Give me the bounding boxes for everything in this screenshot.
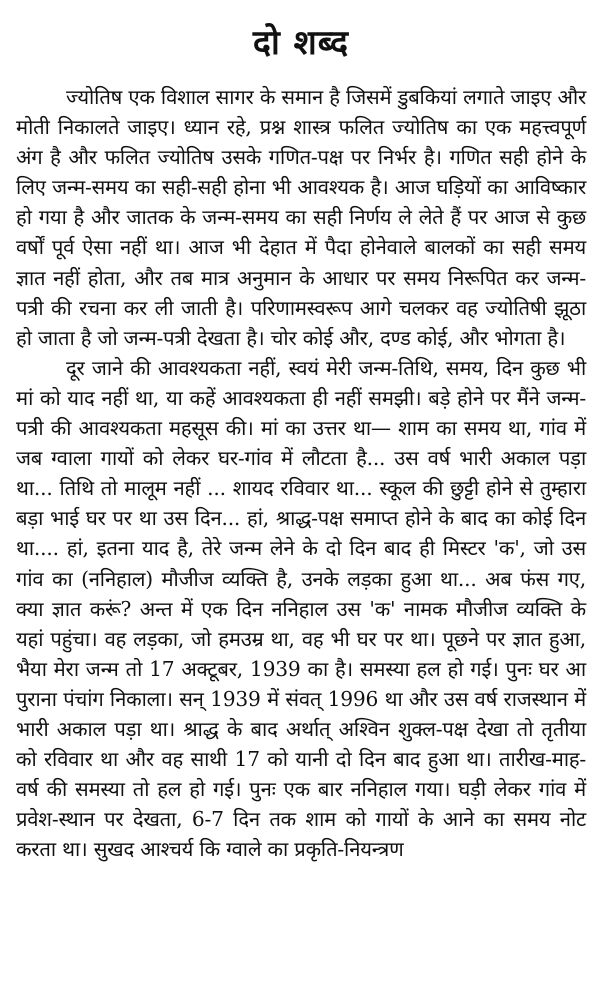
paragraph-1: ज्योतिष एक विशाल सागर के समान है जिसमें डुबकियां लगाते जाइए और मोती निकालते जाइए। ध्यान रहे, प्रश्न शास्त्र फलित ज्योतिष का एक महत्त्वपूर्ण अंग है और फलित ज्योतिष उसके गणित-पक्ष पर निर्भर है। गणित सही होने के लिए जन्म-समय का सही-सही होना भी आवश्यक है। आज घड़ियों का आविष्कार हो गया है और जातक के जन्म-समय का सही निर्णय ले लेते हैं पर आज से कुछ वर्षों पूर्व ऐसा नहीं था। आज भी देहात में पैदा होनेवाले बालकों का सही समय ज्ञात नहीं होता, और तब मात्र अनुमान के आधार पर समय निरूपित कर जन्म-पत्री की रचना कर ली जाती है। परिणामस्वरूप आगे चलकर वह ज्योतिषी झूठा हो जाता है जो जन्म-पत्री देखता है। चोर कोई और, दण्ड कोई, और भोगता है। <box>16 85 586 350</box>
paragraph-2: दूर जाने की आवश्यकता नहीं, स्वयं मेरी जन्म-तिथि, समय, दिन कुछ भी मां को याद नहीं था, या कहें आवश्यकता ही नहीं समझी। बड़े होने पर मैंने जन्म-पत्री की आवश्यकता महसूस की। मां का उत्तर था— शाम का समय था, गांव में जब ग्वाला गायों को लेकर घर-गांव में लौटता है... उस वर्ष भारी अकाल पड़ा था... तिथि तो मालूम नहीं ... शायद रविवार था... स्कूल की छुट्टी होने से तुम्हारा बड़ा भाई घर पर था उस दिन... हां, श्राद्ध-पक्ष समाप्त होने के बाद का कोई दिन था.... हां, इतना याद है, तेरे जन्म लेने के दो दिन बाद ही मिस्टर 'क', जो उस गांव का (ननिहाल) मौजीज व्यक्ति है, उनके लड़का हुआ था... अब फंस गए, क्या ज्ञात करूं? अन्त में एक दिन ननिहाल उस 'क' नामक मौजीज व्यक्ति के यहां पहुंचा। वह लड़का, जो हमउम्र था, वह भी घर पर था। पूछने पर ज्ञात हुआ, भैया मेरा जन्म तो 17 अक्टूबर, 1939 का है। समस्या हल हो गई। पुनः घर आ पुराना पंचांग निकाला। सन् 1939 में संवत् 1996 था और उस वर्ष राजस्थान में भारी अकाल पड़ा था। श्राद्ध के बाद अर्थात् अश्विन शुक्ल-पक्ष देखा तो तृतीया को रविवार था और वह साथी 17 को यानी दो दिन बाद हुआ था। तारीख-माह-वर्ष की समस्या तो हल हो गई। पुनः एक बार ननिहाल गया। घड़ी लेकर गांव में प्रवेश-स्थान पर देखता, 6-7 दिन तक शाम को गायों के आने का समय नोट करता था। सुखद आश्चर्य कि ग्वाले का प्रकृति-नियन्त्रण <box>16 355 586 862</box>
page-title: दो शब्द <box>252 23 350 63</box>
